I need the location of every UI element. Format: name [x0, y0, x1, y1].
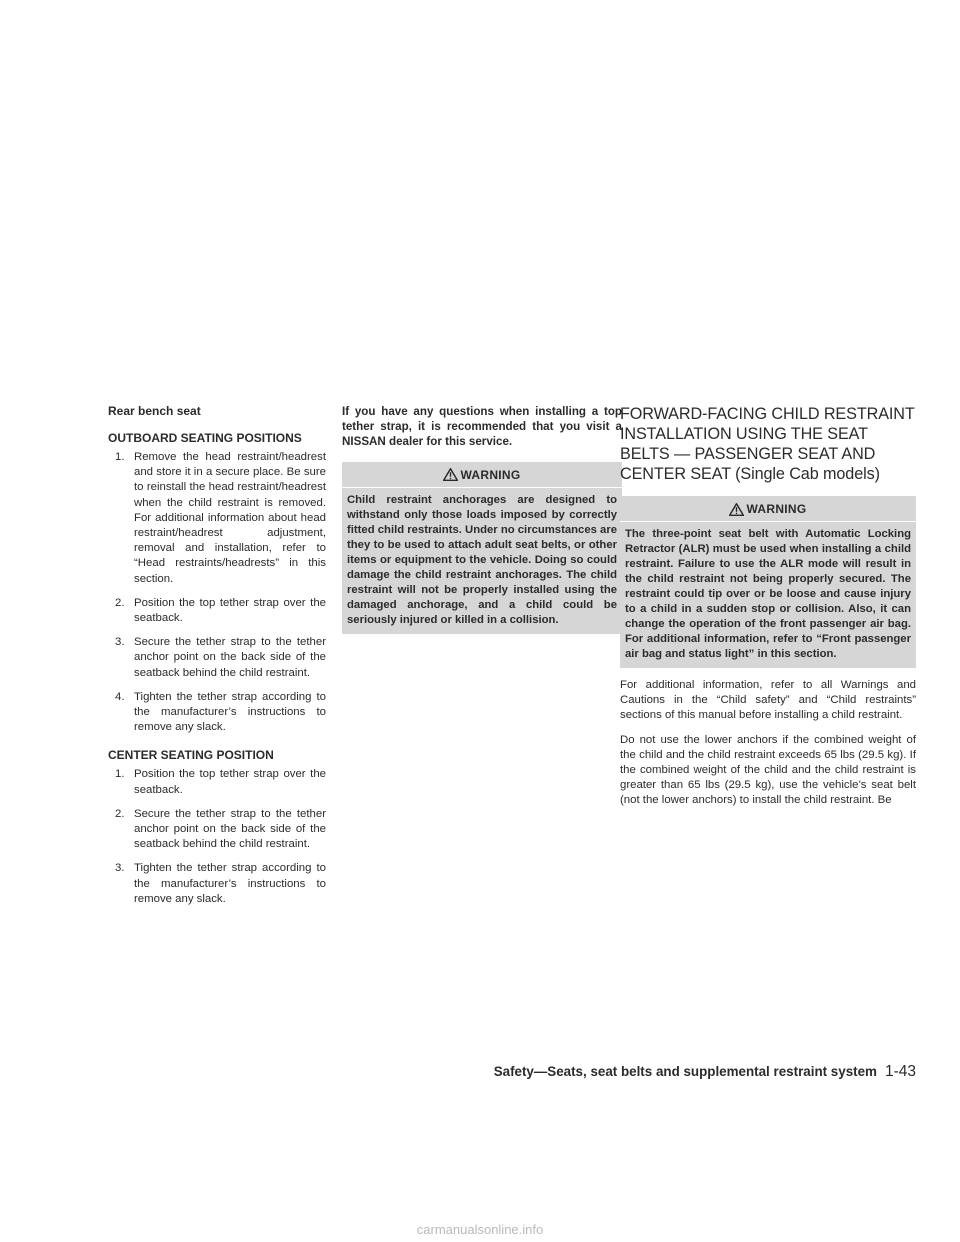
- warning-triangle-icon: [443, 468, 458, 481]
- warning-label: WARNING: [460, 467, 521, 482]
- right-column: [620, 404, 916, 818]
- tether-intro: If you have any questions when installing a top tether strap, it is recommended that you visit a NISSAN dealer for this service.: [342, 405, 622, 449]
- warning-header: [620, 496, 916, 522]
- additional-info-paragraph: For additional information, refer to all Warnings and Cautions in the “Child safety” and “Child restraints” sections of this manual before installing a child restraint.: [620, 679, 916, 722]
- list-item: 3. Secure the tether strap to the tether anchor point on the back side of the seatback behind the child restraint.: [115, 636, 326, 679]
- warning-box: [342, 462, 622, 634]
- footer-section-title: Safety—Seats, seat belts and supplemental restraint system: [493, 1064, 877, 1079]
- list-item: 1. Remove the head restraint/headrest and store it in a secure place. Be sure to reinstall the head restraint/headrest when the child restraint is removed. For additional information about head restraint/headrest adjustment, removal and installation, refer to “Head restraints/headrests” in this section.: [115, 451, 326, 585]
- left-column: [108, 404, 326, 916]
- watermark: carmanualsonline.info: [416, 1222, 544, 1237]
- rear-bench-heading: Rear bench seat: [108, 404, 201, 418]
- list-item: 3. Tighten the tether strap according to the manufacturer’s instructions to remove any slack.: [115, 862, 326, 905]
- warning-text: Child restraint anchorages are designed to withstand only those loads imposed by correctly fitted child restraints. Under no circumstances are they to be used to attach adult seat belts, or other items or equipment to the vehicle. Doing so could damage the child restraint anchorages. The child restraint will not be properly installed using the damaged anchorage, and a child could be seriously injured or killed in a collision.: [347, 493, 617, 626]
- list-item: 2. Position the top tether strap over the seatback.: [115, 596, 326, 625]
- center-heading: CENTER SEATING POSITION: [108, 748, 274, 763]
- outboard-steps: [108, 450, 326, 735]
- lower-anchors-paragraph: Do not use the lower anchors if the combined weight of the child and the child restraint exceeds 65 lbs (29.5 kg). If the combined weight of the child and the child restraint is greater than 65 lbs (29.5 kg), use the vehicle’s seat belt (not the lower anchors) to install the child restraint. Be: [620, 733, 916, 807]
- warning-label: WARNING: [746, 502, 807, 516]
- warning-text: The three-point seat belt with Automatic Locking Retractor (ALR) must be used when installing a child restraint. Failure to use the ALR mode will result in the child restraint not being properly secured. The restraint could tip over or be loose and cause injury to a child in a sudden stop or collision. Also, it can change the operation of the front passenger air bag. For additional information, refer to “Front passenger air bag and status light” in this section.: [625, 528, 911, 660]
- page-number: 1-43: [884, 1063, 916, 1080]
- warning-box: [620, 496, 916, 668]
- warning-header: [342, 462, 622, 488]
- page-footer: [494, 1063, 916, 1081]
- outboard-heading: OUTBOARD SEATING POSITIONS: [108, 431, 302, 445]
- list-item: 2. Secure the tether strap to the tether anchor point on the back side of the seatback behind the child restraint.: [115, 807, 326, 851]
- list-item: 1. Position the top tether strap over the seatback.: [115, 768, 326, 796]
- list-item: 4. Tighten the tether strap according to the manufacturer’s instructions to remove any slack.: [115, 690, 326, 734]
- center-steps: [108, 767, 326, 907]
- middle-column: [342, 404, 622, 634]
- section-title: FORWARD-FACING CHILD RESTRAINT INSTALLATION USING THE SEAT BELTS — PASSENGER SEAT AND CENTER SEAT (Single Cab models): [620, 405, 915, 483]
- warning-triangle-icon: [729, 503, 744, 516]
